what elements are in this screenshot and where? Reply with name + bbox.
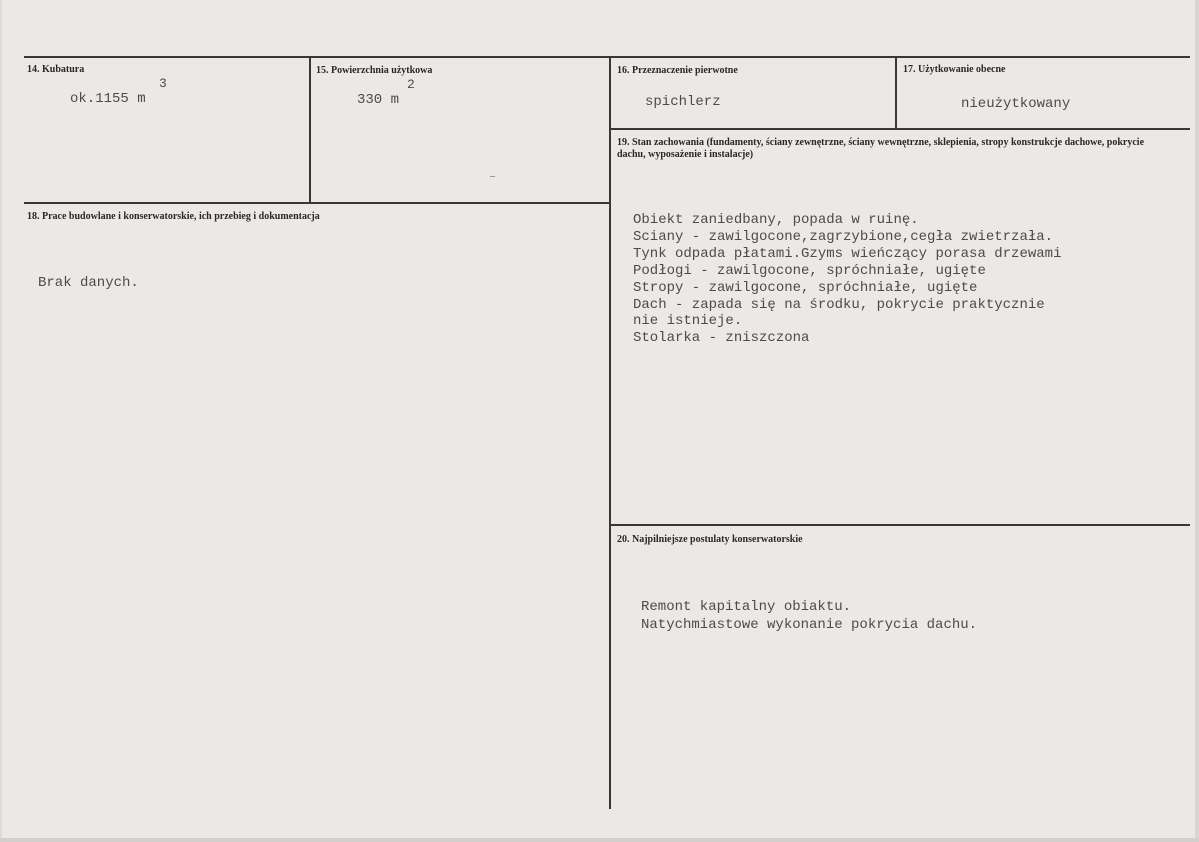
field-14-value: ok.1155 m: [70, 91, 146, 107]
field-19-label: 19. Stan zachowania (fundamenty, ściany zewnętrzne, ściany wewnętrzne, sklepienia, stropy konstrukcje dachowe, pokrycie dachu, wyposażenie i instalacje): [617, 137, 1145, 160]
field-18-label: 18. Prace budowlane i konserwatorskie, ich przebieg i dokumentacja: [27, 211, 320, 222]
card-right-edge: [1195, 0, 1199, 842]
card-bottom-edge: [0, 838, 1199, 842]
field-16-value: spichlerz: [645, 94, 721, 110]
top-rule: [24, 56, 1190, 58]
field-19-line: Sciany - zawilgocone,zagrzybione,cegła zwietrzała.: [633, 229, 1054, 245]
divider-14-15: [309, 57, 311, 203]
field-17-label: 17. Użytkowanie obecne: [903, 64, 1006, 75]
field-15-exponent: 2: [407, 77, 415, 92]
field-19-line: Podłogi - zawilgocone, spróchniałe, ugięte: [633, 263, 986, 279]
field-19-line: Obiekt zaniedbany, popada w ruinę.: [633, 212, 919, 228]
field-15-label: 15. Powierzchnia użytkowa: [316, 65, 433, 76]
field-19-line: Stolarka - zniszczona: [633, 330, 810, 346]
field-19-line: Stropy - zawilgocone, spróchniałe, ugięte: [633, 280, 978, 296]
field-20-label: 20. Najpilniejsze postulaty konserwatorskie: [617, 534, 803, 545]
field-15-value: 330 m: [357, 92, 400, 108]
main-column-divider: [609, 57, 611, 809]
rule-below-14-15: [24, 202, 610, 204]
card-left-edge: [0, 0, 2, 842]
field-14-label: 14. Kubatura: [27, 64, 85, 75]
field-20-line: Remont kapitalny obiaktu.: [641, 599, 852, 615]
divider-16-17: [895, 57, 897, 129]
rule-below-16-17: [610, 128, 1190, 130]
field-18-value: Brak danych.: [38, 275, 139, 291]
field-19-line: Dach - zapada się na środku, pokrycie praktycznie: [633, 297, 1045, 313]
field-16-label: 16. Przeznaczenie pierwotne: [617, 65, 738, 76]
rule-above-20: [610, 524, 1190, 526]
field-20-line: Natychmiastowe wykonanie pokrycia dachu.: [641, 617, 978, 633]
field-19-line: nie istnieje.: [633, 313, 743, 329]
paper-speck: [490, 176, 495, 177]
field-17-value: nieużytkowany: [961, 96, 1071, 112]
field-14-exponent: 3: [159, 76, 167, 91]
field-19-line: Tynk odpada płatami.Gzyms wieńczący porasa drzewami: [633, 246, 1062, 262]
